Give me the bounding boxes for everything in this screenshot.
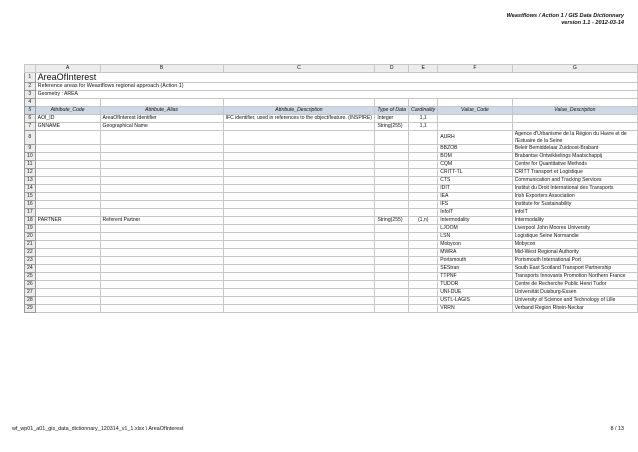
column-letter[interactable]: F bbox=[438, 65, 512, 73]
empty-cell[interactable] bbox=[223, 185, 375, 193]
empty-cell[interactable] bbox=[223, 257, 375, 265]
empty-cell[interactable] bbox=[223, 169, 375, 177]
empty-cell[interactable] bbox=[35, 145, 100, 153]
empty-cell[interactable] bbox=[223, 193, 375, 201]
value-code-cell[interactable]: LSN bbox=[438, 233, 512, 241]
empty-cell[interactable] bbox=[409, 145, 438, 153]
empty-cell[interactable] bbox=[409, 249, 438, 257]
empty-cell[interactable] bbox=[223, 289, 375, 297]
row-number[interactable]: 20 bbox=[25, 233, 36, 241]
empty-cell[interactable] bbox=[100, 241, 223, 249]
empty-cell[interactable] bbox=[100, 193, 223, 201]
value-description-cell[interactable]: Mobycon bbox=[512, 241, 637, 249]
empty-cell[interactable] bbox=[375, 273, 409, 281]
row-number[interactable]: 17 bbox=[25, 209, 36, 217]
field-header-row bbox=[25, 107, 638, 115]
attribute-description-cell[interactable]: IFC identifier, used in references to the object/feature. (INSPIRE) bbox=[223, 115, 375, 123]
empty-cell[interactable] bbox=[512, 99, 637, 107]
row-number[interactable]: 3 bbox=[25, 91, 36, 99]
empty-cell[interactable] bbox=[438, 123, 512, 131]
empty-cell[interactable] bbox=[35, 249, 100, 257]
value-description-cell[interactable]: Centre de Recherche Public Henri Tudor bbox=[512, 281, 637, 289]
geometry-cell[interactable]: Geometry : AREA bbox=[35, 91, 637, 99]
document-header-title: Weastflows / Action 1 / GIS Data Dictionnary bbox=[506, 13, 624, 19]
value-code-cell[interactable]: UNI-DUE bbox=[438, 289, 512, 297]
empty-cell[interactable] bbox=[100, 209, 223, 217]
value-description-cell[interactable]: Verband Region Rhein-Neckar bbox=[512, 305, 637, 313]
header-cell[interactable]: Attribute_Code bbox=[35, 107, 100, 115]
empty-cell[interactable] bbox=[100, 265, 223, 273]
empty-cell[interactable] bbox=[223, 153, 375, 161]
table-row bbox=[25, 233, 638, 241]
empty-cell[interactable] bbox=[100, 233, 223, 241]
column-letter[interactable]: C bbox=[223, 65, 375, 73]
value-code-cell[interactable]: Intermodality bbox=[438, 217, 512, 225]
footer-filename: wf_wp01_a01_gis_data_dictionnary_120314_v1_1.xlsx \ AreaOfInterest bbox=[12, 426, 184, 432]
empty-cell[interactable] bbox=[35, 99, 100, 107]
table-row bbox=[25, 265, 638, 273]
empty-cell[interactable] bbox=[35, 241, 100, 249]
value-code-cell[interactable]: CTS bbox=[438, 177, 512, 185]
empty-cell[interactable] bbox=[409, 177, 438, 185]
empty-cell[interactable] bbox=[35, 289, 100, 297]
row-number[interactable]: 19 bbox=[25, 225, 36, 233]
empty-cell[interactable] bbox=[35, 233, 100, 241]
empty-cell[interactable] bbox=[409, 241, 438, 249]
row-number[interactable]: 21 bbox=[25, 241, 36, 249]
empty-cell[interactable] bbox=[100, 297, 223, 305]
empty-cell[interactable] bbox=[100, 177, 223, 185]
row-number[interactable]: 2 bbox=[25, 83, 36, 91]
empty-cell[interactable] bbox=[35, 169, 100, 177]
empty-cell[interactable] bbox=[375, 185, 409, 193]
header-cell[interactable]: Value_Code bbox=[438, 107, 512, 115]
empty-cell[interactable] bbox=[35, 193, 100, 201]
header-cell[interactable]: Cardinality bbox=[409, 107, 438, 115]
row-number[interactable]: 23 bbox=[25, 257, 36, 265]
empty-cell[interactable] bbox=[35, 177, 100, 185]
empty-cell[interactable] bbox=[100, 161, 223, 169]
row-number[interactable]: 29 bbox=[25, 305, 36, 313]
empty-cell[interactable] bbox=[223, 131, 375, 145]
table-row bbox=[25, 123, 638, 131]
value-code-cell[interactable]: InfoIT bbox=[438, 209, 512, 217]
value-code-cell[interactable]: IDIT bbox=[438, 185, 512, 193]
value-code-cell[interactable]: TTPNF bbox=[438, 273, 512, 281]
empty-cell[interactable] bbox=[375, 161, 409, 169]
row-number[interactable]: 15 bbox=[25, 193, 36, 201]
table-row bbox=[25, 297, 638, 305]
empty-cell[interactable] bbox=[375, 193, 409, 201]
empty-cell[interactable] bbox=[409, 185, 438, 193]
table-row bbox=[25, 169, 638, 177]
empty-cell[interactable] bbox=[35, 225, 100, 233]
table-row bbox=[25, 153, 638, 161]
value-code-cell[interactable]: IEA bbox=[438, 193, 512, 201]
empty-cell[interactable] bbox=[409, 99, 438, 107]
empty-cell[interactable] bbox=[375, 177, 409, 185]
empty-cell[interactable] bbox=[100, 249, 223, 257]
table-row bbox=[25, 217, 638, 225]
type-cell[interactable]: String(255) bbox=[375, 123, 409, 131]
empty-cell[interactable] bbox=[409, 305, 438, 313]
empty-cell[interactable] bbox=[223, 225, 375, 233]
column-letter[interactable]: A bbox=[35, 65, 100, 73]
value-description-cell[interactable]: Centre for Quantitative Methods bbox=[512, 161, 637, 169]
table-row bbox=[25, 281, 638, 289]
sheet-title[interactable]: AreaOfInterest bbox=[35, 73, 637, 83]
empty-cell[interactable] bbox=[375, 257, 409, 265]
empty-cell[interactable] bbox=[512, 115, 637, 123]
value-description-cell[interactable]: Agence d'Urbanisme de la Région du Havre et de l'Estuaire de la Seine bbox=[512, 131, 637, 145]
empty-cell[interactable] bbox=[35, 131, 100, 145]
empty-cell[interactable] bbox=[375, 225, 409, 233]
empty-cell[interactable] bbox=[375, 233, 409, 241]
value-code-cell[interactable]: BBZOB bbox=[438, 145, 512, 153]
empty-cell[interactable] bbox=[223, 209, 375, 217]
value-code-cell[interactable]: Mobycon bbox=[438, 241, 512, 249]
row-number[interactable]: 22 bbox=[25, 249, 36, 257]
value-rows bbox=[25, 145, 638, 313]
empty-cell[interactable] bbox=[35, 281, 100, 289]
value-description-cell[interactable]: Mid-West Regional Authority bbox=[512, 249, 637, 257]
value-code-cell[interactable]: IFS bbox=[438, 201, 512, 209]
value-description-cell[interactable]: Beleir Bemiddelaar Zuidoost-Brabant bbox=[512, 145, 637, 153]
cardinality-cell[interactable]: 1,1 bbox=[409, 115, 438, 123]
footer-page-number: 8 / 13 bbox=[610, 426, 624, 432]
empty-cell[interactable] bbox=[223, 241, 375, 249]
empty-cell[interactable] bbox=[375, 169, 409, 177]
row-number[interactable]: 27 bbox=[25, 289, 36, 297]
table-row bbox=[25, 161, 638, 169]
row-number[interactable]: 26 bbox=[25, 281, 36, 289]
table-row bbox=[25, 225, 638, 233]
empty-cell[interactable] bbox=[409, 225, 438, 233]
value-description-cell[interactable]: Institut du Droit International des Transports bbox=[512, 185, 637, 193]
table-row bbox=[25, 273, 638, 281]
empty-cell[interactable] bbox=[100, 169, 223, 177]
empty-cell[interactable] bbox=[375, 201, 409, 209]
empty-cell[interactable] bbox=[223, 217, 375, 225]
table-row bbox=[25, 131, 638, 145]
empty-cell[interactable] bbox=[409, 131, 438, 145]
table-row bbox=[25, 241, 638, 249]
empty-cell[interactable] bbox=[409, 257, 438, 265]
empty-cell[interactable] bbox=[512, 123, 637, 131]
empty-cell[interactable] bbox=[409, 281, 438, 289]
cardinality-cell[interactable]: (1,n) bbox=[409, 217, 438, 225]
table-row bbox=[25, 115, 638, 123]
table-row bbox=[25, 193, 638, 201]
row-number[interactable]: 28 bbox=[25, 297, 36, 305]
row-number[interactable]: 25 bbox=[25, 273, 36, 281]
attribute-alias-cell[interactable]: Referent Partner bbox=[100, 217, 223, 225]
value-code-cell[interactable]: USTL-LAGIS bbox=[438, 297, 512, 305]
table-row bbox=[25, 91, 638, 99]
value-code-cell[interactable]: TUDOR bbox=[438, 281, 512, 289]
empty-cell[interactable] bbox=[375, 99, 409, 107]
header-cell[interactable]: Attribute_Description bbox=[223, 107, 375, 115]
empty-cell[interactable] bbox=[100, 273, 223, 281]
row-number[interactable]: 14 bbox=[25, 185, 36, 193]
value-description-cell[interactable]: Logistique Seine Normandie bbox=[512, 233, 637, 241]
value-code-cell[interactable]: VRRN bbox=[438, 305, 512, 313]
empty-cell[interactable] bbox=[100, 281, 223, 289]
empty-cell[interactable] bbox=[35, 257, 100, 265]
empty-cell[interactable] bbox=[100, 225, 223, 233]
empty-cell[interactable] bbox=[409, 265, 438, 273]
spreadsheet-table bbox=[24, 64, 638, 313]
empty-cell[interactable] bbox=[35, 265, 100, 273]
empty-cell[interactable] bbox=[223, 177, 375, 185]
empty-cell[interactable] bbox=[223, 305, 375, 313]
empty-cell[interactable] bbox=[223, 297, 375, 305]
value-description-cell[interactable]: Transports Innovants Promotion Northern France bbox=[512, 273, 637, 281]
row-number[interactable]: 4 bbox=[25, 99, 36, 107]
cardinality-cell[interactable]: 1,1 bbox=[409, 123, 438, 131]
empty-cell[interactable] bbox=[35, 209, 100, 217]
value-code-cell[interactable]: SEStran bbox=[438, 265, 512, 273]
value-code-cell[interactable]: BOM bbox=[438, 153, 512, 161]
value-code-cell[interactable]: Portsmouth bbox=[438, 257, 512, 265]
table-row bbox=[25, 289, 638, 297]
empty-cell[interactable] bbox=[375, 305, 409, 313]
empty-cell[interactable] bbox=[409, 193, 438, 201]
table-row bbox=[25, 177, 638, 185]
row-number[interactable]: 1 bbox=[25, 73, 36, 83]
value-description-cell[interactable]: Portsmouth International Port bbox=[512, 257, 637, 265]
row-number[interactable]: 16 bbox=[25, 201, 36, 209]
value-description-cell[interactable]: Universität Duisburg-Essen bbox=[512, 289, 637, 297]
empty-cell[interactable] bbox=[100, 131, 223, 145]
table-row bbox=[25, 249, 638, 257]
value-description-cell[interactable]: South East Scotland Transport Partnership bbox=[512, 265, 637, 273]
empty-cell[interactable] bbox=[438, 115, 512, 123]
empty-cell[interactable] bbox=[100, 289, 223, 297]
value-description-cell[interactable]: Intermodality bbox=[512, 217, 637, 225]
value-description-cell[interactable]: Brabantse Ontwikkelings Maatschappij bbox=[512, 153, 637, 161]
empty-cell[interactable] bbox=[35, 185, 100, 193]
empty-cell[interactable] bbox=[35, 297, 100, 305]
empty-cell[interactable] bbox=[223, 161, 375, 169]
column-letter[interactable]: D bbox=[375, 65, 409, 73]
empty-cell[interactable] bbox=[375, 297, 409, 305]
empty-cell[interactable] bbox=[35, 153, 100, 161]
empty-cell[interactable] bbox=[409, 297, 438, 305]
empty-cell[interactable] bbox=[223, 249, 375, 257]
empty-cell[interactable] bbox=[100, 99, 223, 107]
table-row bbox=[25, 145, 638, 153]
empty-cell[interactable] bbox=[100, 257, 223, 265]
empty-cell[interactable] bbox=[409, 209, 438, 217]
table-row bbox=[25, 185, 638, 193]
type-cell[interactable]: String(255) bbox=[375, 217, 409, 225]
empty-cell[interactable] bbox=[409, 233, 438, 241]
corner-cell bbox=[25, 65, 36, 73]
row-number[interactable]: 12 bbox=[25, 169, 36, 177]
header-cell[interactable]: Value_Description bbox=[512, 107, 637, 115]
row-number[interactable]: 8 bbox=[25, 131, 36, 145]
empty-cell[interactable] bbox=[223, 99, 375, 107]
empty-cell[interactable] bbox=[375, 131, 409, 145]
column-header-row bbox=[25, 65, 638, 73]
header-cell[interactable]: Attribute_Alias bbox=[100, 107, 223, 115]
value-description-cell[interactable]: Communication and Tracking Services bbox=[512, 177, 637, 185]
empty-cell[interactable] bbox=[35, 273, 100, 281]
table-row bbox=[25, 99, 638, 107]
table-row bbox=[25, 201, 638, 209]
sheet-subtitle[interactable]: Reference areas for Weastflows regional approach (Action 1) bbox=[35, 83, 637, 91]
header-cell[interactable]: Type of Data bbox=[375, 107, 409, 115]
empty-cell[interactable] bbox=[35, 161, 100, 169]
empty-cell[interactable] bbox=[223, 123, 375, 131]
empty-cell[interactable] bbox=[223, 265, 375, 273]
empty-cell[interactable] bbox=[438, 99, 512, 107]
empty-cell[interactable] bbox=[409, 201, 438, 209]
empty-cell[interactable] bbox=[223, 273, 375, 281]
table-row bbox=[25, 257, 638, 265]
empty-cell[interactable] bbox=[409, 169, 438, 177]
empty-cell[interactable] bbox=[223, 145, 375, 153]
empty-cell[interactable] bbox=[100, 305, 223, 313]
value-code-cell[interactable]: LJOOM bbox=[438, 225, 512, 233]
attribute-code-cell[interactable]: AOI_ID bbox=[35, 115, 100, 123]
attribute-alias-cell[interactable]: AreaOfInterest Identifier bbox=[100, 115, 223, 123]
empty-cell[interactable] bbox=[409, 273, 438, 281]
empty-cell[interactable] bbox=[375, 145, 409, 153]
empty-cell[interactable] bbox=[223, 233, 375, 241]
row-number[interactable]: 5 bbox=[25, 107, 36, 115]
empty-cell[interactable] bbox=[100, 145, 223, 153]
empty-cell[interactable] bbox=[409, 161, 438, 169]
table-row bbox=[25, 209, 638, 217]
column-letter[interactable]: B bbox=[100, 65, 223, 73]
empty-cell[interactable] bbox=[100, 201, 223, 209]
column-letter[interactable]: E bbox=[409, 65, 438, 73]
row-number[interactable]: 6 bbox=[25, 115, 36, 123]
empty-cell[interactable] bbox=[100, 153, 223, 161]
empty-cell[interactable] bbox=[375, 281, 409, 289]
table-row bbox=[25, 305, 638, 313]
empty-cell[interactable] bbox=[409, 153, 438, 161]
value-code-cell[interactable]: MWRA bbox=[438, 249, 512, 257]
document-header-version: version 1.1 - 2012-03-14 bbox=[561, 20, 624, 26]
table-row bbox=[25, 83, 638, 91]
value-description-cell[interactable]: Liverpool John Moores University bbox=[512, 225, 637, 233]
value-code-cell[interactable]: CRITT-TL bbox=[438, 169, 512, 177]
value-description-cell[interactable]: University of Science and Technology of Lille bbox=[512, 297, 637, 305]
attribute-code-cell[interactable]: GNNAME bbox=[35, 123, 100, 131]
row-number[interactable]: 11 bbox=[25, 161, 36, 169]
attribute-code-cell[interactable]: PARTNER bbox=[35, 217, 100, 225]
type-cell[interactable]: Integer bbox=[375, 115, 409, 123]
empty-cell[interactable] bbox=[223, 281, 375, 289]
row-number[interactable]: 9 bbox=[25, 145, 36, 153]
empty-cell[interactable] bbox=[375, 265, 409, 273]
empty-cell[interactable] bbox=[100, 185, 223, 193]
empty-cell[interactable] bbox=[35, 305, 100, 313]
table-row bbox=[25, 73, 638, 83]
empty-cell[interactable] bbox=[375, 249, 409, 257]
value-description-cell[interactable]: Institute for Sustainability bbox=[512, 201, 637, 209]
empty-cell[interactable] bbox=[375, 153, 409, 161]
value-code-cell[interactable]: AURH bbox=[438, 131, 512, 145]
value-description-cell[interactable]: Irish Exporters Association bbox=[512, 193, 637, 201]
row-number[interactable]: 7 bbox=[25, 123, 36, 131]
empty-cell[interactable] bbox=[375, 289, 409, 297]
value-description-cell[interactable]: CRITT Transport et Logistique bbox=[512, 169, 637, 177]
value-description-cell[interactable]: InfoIT bbox=[512, 209, 637, 217]
empty-cell[interactable] bbox=[375, 241, 409, 249]
row-number[interactable]: 10 bbox=[25, 153, 36, 161]
value-code-cell[interactable]: CQM bbox=[438, 161, 512, 169]
empty-cell[interactable] bbox=[35, 201, 100, 209]
row-number[interactable]: 24 bbox=[25, 265, 36, 273]
empty-cell[interactable] bbox=[375, 209, 409, 217]
empty-cell[interactable] bbox=[409, 289, 438, 297]
column-letter[interactable]: G bbox=[512, 65, 637, 73]
row-number[interactable]: 13 bbox=[25, 177, 36, 185]
attribute-alias-cell[interactable]: Geographical Name bbox=[100, 123, 223, 131]
row-number[interactable]: 18 bbox=[25, 217, 36, 225]
empty-cell[interactable] bbox=[223, 201, 375, 209]
